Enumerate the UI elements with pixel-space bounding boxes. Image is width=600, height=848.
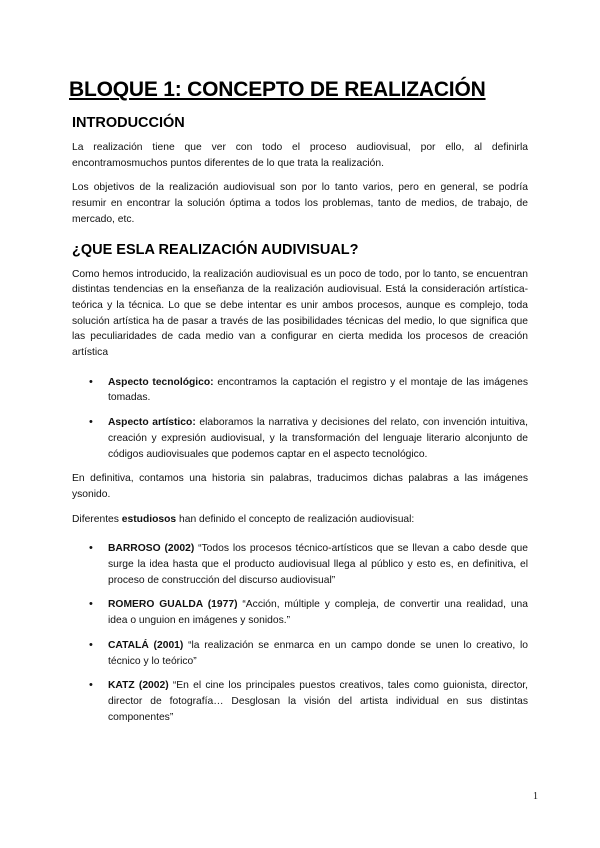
definition-author: BARROSO (2002) xyxy=(108,543,195,555)
definition-quote: “Todos los procesos técnico-artísticos que se llevan a cabo desde que surge la idea hasta que el producto audiovisual llega al público y esto es, en definitiva, el proceso de construcción del discurso audiovisual” xyxy=(108,543,528,586)
definition-quote: “Acción, múltiple y compleja, de convertir una realidad, una idea o unguion en imágenes y sonidos.” xyxy=(108,599,528,627)
section-paragraph-2: En definitiva, contamos una historia sin palabras, traducimos dichas palabras a las imágenes ysonido. xyxy=(72,473,528,500)
document-page xyxy=(69,78,529,734)
definitions-list xyxy=(72,541,528,725)
section-paragraph-1: Como hemos introducido, la realización audiovisual es un poco de todo, por lo tanto, se encuentran distintas tendencias en la enseñanza de la realización audiovisual. Está la consideración artística-teórica y la técnica. Lo que se debe intentar es unir ambos procesos, aunque es complejo, toda solución artística ha de pasar a través de las posibilidades técnicas del medio, lo que significa que las peculiaridades de cada medio van a configurar en cierta medida los procesos de creación artística xyxy=(72,268,528,359)
list-item-label: Aspecto tecnológico: xyxy=(108,376,214,388)
list-item xyxy=(108,415,528,462)
aspects-list xyxy=(72,375,528,463)
list-item xyxy=(108,638,528,669)
section-heading: ¿QUE ESLA REALIZACIÓN AUDIVISUAL? xyxy=(72,241,359,258)
list-item xyxy=(108,541,528,588)
definition-quote: “En el cine los principales puestos creativos, tales como guionista, director, director de fotografía… Desglosan la visión del artista individual en sus distintas componentes” xyxy=(108,680,529,723)
list-item xyxy=(108,375,528,406)
definition-author: KATZ (2002) xyxy=(108,680,169,692)
definition-quote: “la realización se enmarca en un campo donde se unen lo creativo, lo técnico y lo teórico” xyxy=(108,639,528,667)
list-item-label: Aspecto artístico: xyxy=(108,417,196,429)
intro-paragraph-1: La realización tiene que ver con todo el proceso audiovisual, por ello, al definirla encontramosmuchos puntos diferentes de lo que trata la realización. xyxy=(72,142,528,169)
document-title: BLOQUE 1: CONCEPTO DE REALIZACIÓN xyxy=(69,78,486,101)
paragraph-bold: estudiosos xyxy=(121,513,177,525)
intro-paragraph-2: Los objetivos de la realización audiovisual son por lo tanto varios, pero en general, se podría resumir en encontrar la solución óptima a todos los problemas, tanto de medios, de trabajo, de mercado, etc. xyxy=(72,182,528,225)
paragraph-text: Diferentes xyxy=(72,513,122,525)
section-paragraph-3 xyxy=(72,512,528,528)
list-item xyxy=(108,597,528,628)
definition-author: ROMERO GUALDA (1977) xyxy=(108,599,238,611)
list-item-text: encontramos la captación el registro y el montaje de las imágenes tomadas. xyxy=(108,376,528,404)
list-item-text: elaboramos la narrativa y decisiones del relato, con invención intuitiva, creación y expresión audiovisual, y la transformación del lenguaje literario alconjunto de códigos audiovisuales que podemos captar en el aspecto tecnológico. xyxy=(108,417,528,460)
intro-heading: INTRODUCCIÓN xyxy=(72,115,185,131)
definition-author: CATALÁ (2001) xyxy=(108,639,184,651)
paragraph-text: han definido el concepto de realización audiovisual: xyxy=(176,513,415,525)
page-number: 1 xyxy=(533,791,538,802)
list-item xyxy=(108,678,528,725)
